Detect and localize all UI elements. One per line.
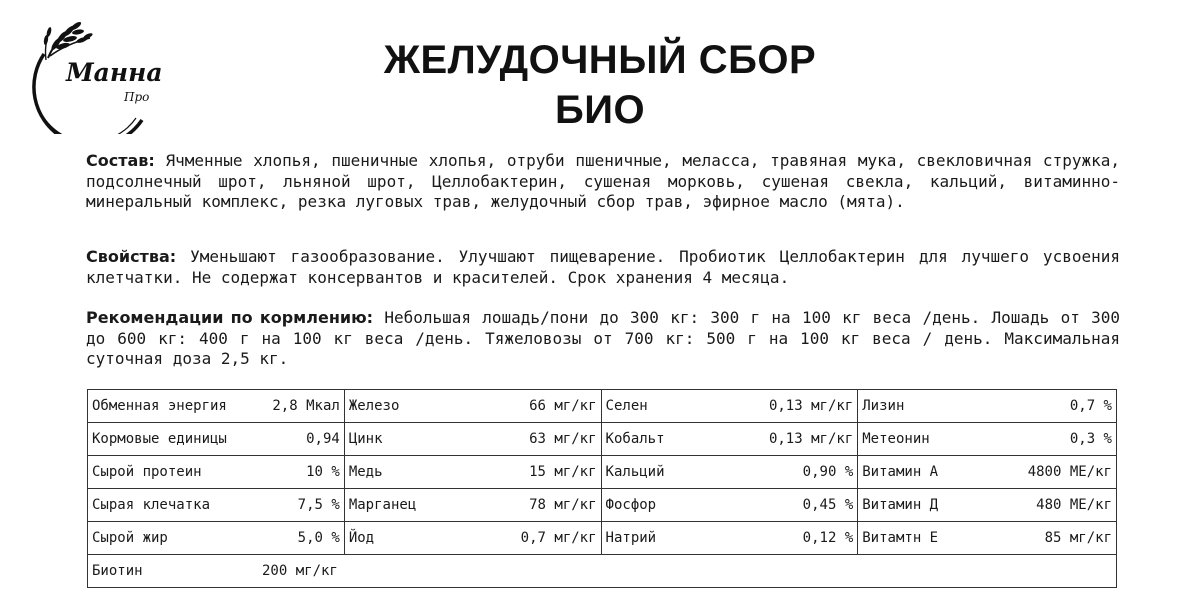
nutrient-value: 15 мг/кг <box>529 464 597 480</box>
table-cell-biotin <box>88 555 1117 588</box>
nutrient-value: 0,7 мг/кг <box>520 530 597 546</box>
nutrient-value: 0,45 % <box>802 497 854 513</box>
table-cell <box>344 489 601 522</box>
product-subtitle: БИО <box>554 88 646 132</box>
table-cell <box>88 423 345 456</box>
nutrient-value: 0,12 % <box>802 530 854 546</box>
table-cell <box>88 522 345 555</box>
table-cell <box>858 390 1117 423</box>
nutrient-name: Лизин <box>862 398 905 414</box>
nutrient-name: Витамин А <box>862 464 939 480</box>
nutrient-value: 0,94 <box>306 431 340 447</box>
table-row <box>88 555 1117 588</box>
table-row <box>88 456 1117 489</box>
table-cell <box>858 489 1117 522</box>
table-row <box>88 522 1117 555</box>
composition-text: Ячменные хлопья, пшеничные хлопья, отруби пшеничные, меласса, травяная мука, свекловичная стружка, подсолнечный шрот, льняной шрот, Целлобактерин, сушеная морковь, сушеная свекла, кальций, витаминно-минеральный комплекс, резка луговых трав, желудочный сбор трав, эфирное масло (мята). <box>86 151 1120 211</box>
table-row <box>88 423 1117 456</box>
table-cell <box>858 423 1117 456</box>
nutrient-value: 4800 МЕ/кг <box>1027 464 1112 480</box>
table-cell <box>344 423 601 456</box>
nutrient-value: 0,90 % <box>802 464 854 480</box>
nutrient-name: Метеонин <box>862 431 930 447</box>
nutrient-value: 7,5 % <box>297 497 340 513</box>
nutrient-value: 10 % <box>306 464 340 480</box>
nutrient-name: Медь <box>348 464 383 480</box>
table-cell <box>601 390 858 423</box>
nutrient-value: 0,13 мг/кг <box>768 398 854 414</box>
nutrient-name: Кальций <box>605 464 665 480</box>
nutrient-value: 480 МЕ/кг <box>1036 497 1112 513</box>
nutrient-name: Селен <box>605 398 648 414</box>
table-cell <box>858 456 1117 489</box>
nutrient-value: 5,0 % <box>297 530 340 546</box>
table-cell <box>858 522 1117 555</box>
feeding-text: Небольшая лошадь/пони до 300 кг: 300 г на 100 кг веса /день. Лошадь от 300 до 600 кг: 400 г на 100 кг веса /день. Тяжеловозы от 700 кг: 500 г на 100 кг веса / день. Максимальная суточная доза 2,5 кг. <box>86 308 1120 368</box>
nutrient-name: Обменная энергия <box>92 398 227 414</box>
nutrient-name: Сырая клечатка <box>92 497 211 513</box>
table-cell <box>601 456 858 489</box>
table-cell <box>88 489 345 522</box>
table-cell <box>344 456 601 489</box>
logo-sub: Про <box>124 90 150 104</box>
nutrient-name: Витамин Д <box>862 497 939 513</box>
logo-name: Манна <box>66 58 163 87</box>
nutrient-name: Витамтн Е <box>862 530 939 546</box>
brand-logo <box>20 14 170 134</box>
nutrient-name: Кормовые единицы <box>92 431 227 447</box>
nutrient-value: 0,13 мг/кг <box>768 431 854 447</box>
table-cell <box>601 522 858 555</box>
nutrient-name: Натрий <box>605 530 657 546</box>
table-cell <box>344 390 601 423</box>
feeding-paragraph <box>86 308 1120 370</box>
nutrient-value: 85 мг/кг <box>1044 530 1112 546</box>
feeding-label: Рекомендации по кормлению: <box>86 308 374 327</box>
nutrient-name: Кобальт <box>605 431 665 447</box>
table-row <box>88 489 1117 522</box>
properties-text: Уменьшают газообразование. Улучшают пищеварение. Пробиотик Целлобактерин для лучшего усвоения клетчатки. Не содержат консервантов и красителей. Срок хранения 4 месяца. <box>86 247 1120 287</box>
nutrient-name: Биотин <box>92 563 143 579</box>
composition-paragraph <box>86 151 1120 213</box>
table-cell <box>88 456 345 489</box>
nutrient-name: Железо <box>348 398 400 414</box>
nutrient-value: 63 мг/кг <box>529 431 597 447</box>
nutrient-value: 200 мг/кг <box>262 563 338 579</box>
nutrient-name: Йод <box>348 530 375 546</box>
nutrient-value: 78 мг/кг <box>529 497 597 513</box>
product-title: ЖЕЛУДОЧНЫЙ СБОР <box>383 38 817 82</box>
properties-label: Свойства: <box>86 247 177 266</box>
properties-paragraph <box>86 247 1120 288</box>
table-cell <box>88 390 345 423</box>
nutrient-value: 66 мг/кг <box>529 398 597 414</box>
table-cell <box>344 522 601 555</box>
nutrient-name: Сырой протеин <box>92 464 202 480</box>
nutrient-name: Цинк <box>348 431 383 447</box>
composition-label: Состав: <box>86 151 155 170</box>
nutrient-value: 0,3 % <box>1069 431 1112 447</box>
table-cell <box>601 489 858 522</box>
nutrient-name: Сырой жир <box>92 530 168 546</box>
nutrient-name: Марганец <box>348 497 417 513</box>
table-row <box>88 390 1117 423</box>
table-cell <box>601 423 858 456</box>
nutrient-value: 2,8 Мкал <box>272 398 340 414</box>
nutrition-table <box>87 389 1117 588</box>
nutrient-value: 0,7 % <box>1069 398 1112 414</box>
nutrient-name: Фосфор <box>605 497 657 513</box>
